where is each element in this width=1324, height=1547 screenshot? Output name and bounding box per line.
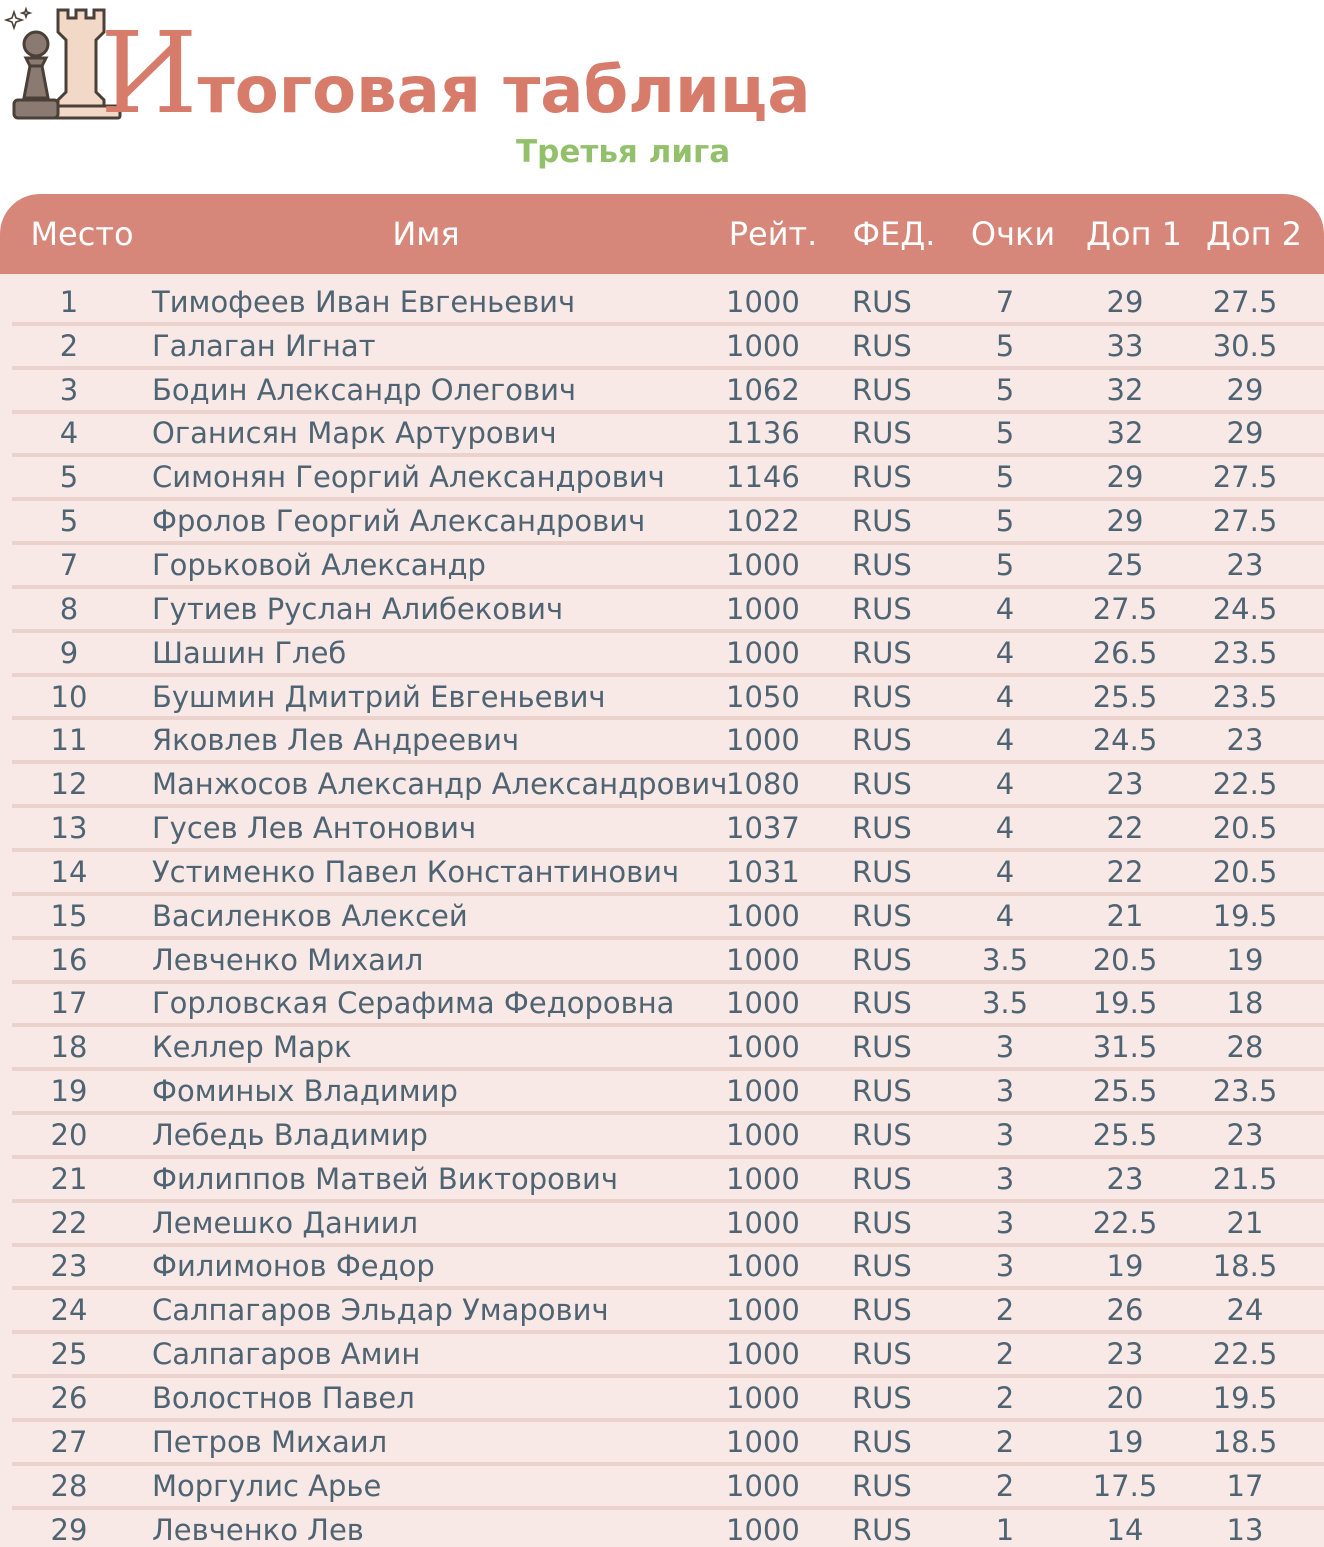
cell-place: 5 — [59, 460, 79, 495]
cell-place: 12 — [50, 767, 88, 802]
cell-place: 5 — [59, 504, 79, 539]
table-body — [0, 274, 1324, 1547]
cell-place: 11 — [50, 723, 88, 758]
cell-points: 2 — [995, 1337, 1015, 1372]
cell-tiebreak-2: 20.5 — [1212, 854, 1278, 889]
cell-tiebreak-1: 25.5 — [1092, 1074, 1158, 1109]
cell-tiebreak-1: 23 — [1106, 767, 1144, 802]
cell-name: Лебедь Владимир — [152, 1117, 428, 1152]
cell-tiebreak-2: 20.5 — [1212, 811, 1278, 846]
cell-place: 15 — [50, 898, 88, 933]
cell-rating: 1000 — [726, 591, 800, 626]
table-row — [12, 940, 1324, 984]
cell-tiebreak-1: 23 — [1106, 1337, 1144, 1372]
cell-name: Бодин Александр Олегович — [152, 372, 577, 407]
cell-points: 3.5 — [981, 942, 1029, 977]
cell-rating: 1000 — [726, 1512, 800, 1547]
cell-place: 1 — [59, 284, 79, 319]
cell-rating: 1000 — [726, 1161, 800, 1196]
cell-rating: 1000 — [726, 942, 800, 977]
cell-federation: RUS — [852, 460, 912, 495]
cell-points: 4 — [995, 898, 1015, 933]
cell-tiebreak-2: 18 — [1226, 986, 1264, 1021]
cell-rating: 1000 — [726, 1424, 800, 1459]
cell-tiebreak-1: 20.5 — [1092, 942, 1158, 977]
cell-tiebreak-1: 32 — [1106, 416, 1144, 451]
cell-tiebreak-1: 23 — [1106, 1161, 1144, 1196]
column-header-place: Место — [30, 215, 134, 253]
cell-federation: RUS — [852, 679, 912, 714]
cell-points: 3 — [995, 1249, 1015, 1284]
cell-points: 5 — [995, 547, 1015, 582]
cell-rating: 1000 — [726, 1293, 800, 1328]
cell-place: 17 — [50, 986, 88, 1021]
cell-place: 16 — [50, 942, 88, 977]
cell-points: 3 — [995, 1074, 1015, 1109]
cell-federation: RUS — [852, 591, 912, 626]
table-row — [12, 414, 1324, 458]
cell-rating: 1136 — [726, 416, 800, 451]
table-row — [12, 457, 1324, 501]
cell-place: 22 — [50, 1205, 88, 1240]
table-row — [12, 1159, 1324, 1203]
cell-tiebreak-1: 26 — [1106, 1293, 1144, 1328]
cell-name: Горловская Серафима Федоровна — [152, 986, 675, 1021]
table-row — [12, 1334, 1324, 1378]
cell-tiebreak-2: 13 — [1226, 1512, 1264, 1547]
table-row — [12, 1247, 1324, 1291]
cell-points: 3.5 — [981, 986, 1029, 1021]
cell-name: Шашин Глеб — [152, 635, 347, 670]
sparkle-icon — [6, 9, 30, 28]
table-row — [12, 589, 1324, 633]
cell-points: 2 — [995, 1381, 1015, 1416]
cell-tiebreak-2: 18.5 — [1212, 1424, 1278, 1459]
cell-tiebreak-2: 18.5 — [1212, 1249, 1278, 1284]
cell-place: 8 — [59, 591, 79, 626]
cell-name: Симонян Георгий Александрович — [152, 460, 665, 495]
table-row — [12, 1027, 1324, 1071]
cell-points: 2 — [995, 1424, 1015, 1459]
cell-place: 3 — [59, 372, 79, 407]
cell-name: Бушмин Дмитрий Евгеньевич — [152, 679, 606, 714]
cell-place: 4 — [59, 416, 79, 451]
cell-points: 2 — [995, 1293, 1015, 1328]
cell-name: Левченко Лев — [152, 1512, 364, 1547]
cell-name: Левченко Михаил — [152, 942, 424, 977]
cell-tiebreak-1: 33 — [1106, 328, 1144, 363]
cell-tiebreak-1: 27.5 — [1092, 591, 1158, 626]
table-row — [12, 984, 1324, 1028]
cell-name: Фролов Георгий Александрович — [152, 504, 646, 539]
cell-tiebreak-1: 19.5 — [1092, 986, 1158, 1021]
cell-rating: 1000 — [726, 547, 800, 582]
cell-place: 26 — [50, 1381, 88, 1416]
cell-tiebreak-2: 19 — [1226, 942, 1264, 977]
cell-tiebreak-2: 23.5 — [1212, 679, 1278, 714]
cell-name: Филимонов Федор — [152, 1249, 435, 1284]
cell-federation: RUS — [852, 1205, 912, 1240]
cell-rating: 1000 — [726, 1117, 800, 1152]
cell-tiebreak-2: 23 — [1226, 547, 1264, 582]
cell-tiebreak-1: 19 — [1106, 1424, 1144, 1459]
cell-tiebreak-2: 23 — [1226, 1117, 1264, 1152]
cell-points: 4 — [995, 679, 1015, 714]
cell-tiebreak-2: 28 — [1226, 1030, 1264, 1065]
cell-tiebreak-1: 25.5 — [1092, 679, 1158, 714]
cell-federation: RUS — [852, 504, 912, 539]
cell-federation: RUS — [852, 1381, 912, 1416]
cell-tiebreak-1: 17.5 — [1092, 1468, 1158, 1503]
cell-federation: RUS — [852, 416, 912, 451]
cell-place: 18 — [50, 1030, 88, 1065]
cell-name: Манжосов Александр Александрович — [152, 767, 728, 802]
table-row — [12, 1290, 1324, 1334]
cell-rating: 1062 — [726, 372, 800, 407]
cell-tiebreak-2: 24.5 — [1212, 591, 1278, 626]
cell-place: 13 — [50, 811, 88, 846]
cell-federation: RUS — [852, 723, 912, 758]
cell-name: Салпагаров Амин — [152, 1337, 421, 1372]
table-row — [12, 1115, 1324, 1159]
cell-place: 20 — [50, 1117, 88, 1152]
cell-rating: 1080 — [726, 767, 800, 802]
cell-name: Галаган Игнат — [152, 328, 376, 363]
cell-tiebreak-2: 17 — [1226, 1468, 1264, 1503]
cell-place: 25 — [50, 1337, 88, 1372]
cell-tiebreak-2: 23 — [1226, 723, 1264, 758]
cell-federation: RUS — [852, 1337, 912, 1372]
table-row — [12, 1071, 1324, 1115]
table-row — [12, 1510, 1324, 1547]
cell-name: Оганисян Марк Артурович — [152, 416, 557, 451]
cell-federation: RUS — [852, 1117, 912, 1152]
cell-federation: RUS — [852, 1030, 912, 1065]
cell-place: 7 — [59, 547, 79, 582]
column-header-tiebreak-2: Доп 2 — [1205, 215, 1303, 253]
cell-place: 27 — [50, 1424, 88, 1459]
table-row — [12, 326, 1324, 370]
table-row — [12, 633, 1324, 677]
cell-tiebreak-1: 29 — [1106, 504, 1144, 539]
cell-name: Тимофеев Иван Евгеньевич — [152, 284, 576, 319]
cell-place: 24 — [50, 1293, 88, 1328]
cell-points: 4 — [995, 591, 1015, 626]
cell-tiebreak-2: 29 — [1226, 416, 1264, 451]
cell-name: Гутиев Руслан Алибекович — [152, 591, 564, 626]
cell-tiebreak-1: 22.5 — [1092, 1205, 1158, 1240]
cell-federation: RUS — [852, 1161, 912, 1196]
cell-rating: 1050 — [726, 679, 800, 714]
cell-name: Гусев Лев Антонович — [152, 811, 477, 846]
cell-name: Василенков Алексей — [152, 898, 468, 933]
cell-tiebreak-2: 19.5 — [1212, 1381, 1278, 1416]
table-row — [12, 764, 1324, 808]
cell-name: Фоминых Владимир — [152, 1074, 458, 1109]
cell-federation: RUS — [852, 328, 912, 363]
cell-federation: RUS — [852, 284, 912, 319]
cell-place: 2 — [59, 328, 79, 363]
cell-points: 3 — [995, 1205, 1015, 1240]
cell-federation: RUS — [852, 854, 912, 889]
cell-tiebreak-1: 22 — [1106, 854, 1144, 889]
cell-rating: 1000 — [726, 284, 800, 319]
cell-tiebreak-1: 29 — [1106, 460, 1144, 495]
cell-points: 4 — [995, 767, 1015, 802]
cell-rating: 1037 — [726, 811, 800, 846]
league-subtitle: Третья лига — [516, 134, 731, 170]
cell-points: 5 — [995, 372, 1015, 407]
cell-points: 5 — [995, 328, 1015, 363]
cell-points: 2 — [995, 1468, 1015, 1503]
cell-federation: RUS — [852, 1468, 912, 1503]
cell-rating: 1146 — [726, 460, 800, 495]
cell-place: 14 — [50, 854, 88, 889]
cell-tiebreak-1: 32 — [1106, 372, 1144, 407]
cell-points: 3 — [995, 1117, 1015, 1152]
cell-federation: RUS — [852, 811, 912, 846]
cell-tiebreak-1: 29 — [1106, 284, 1144, 319]
cell-points: 4 — [995, 854, 1015, 889]
cell-federation: RUS — [852, 1512, 912, 1547]
cell-rating: 1000 — [726, 1074, 800, 1109]
cell-points: 5 — [995, 504, 1015, 539]
table-row — [12, 808, 1324, 852]
cell-tiebreak-1: 25.5 — [1092, 1117, 1158, 1152]
table-row — [12, 282, 1324, 326]
cell-points: 3 — [995, 1161, 1015, 1196]
cell-points: 5 — [995, 460, 1015, 495]
cell-points: 1 — [995, 1512, 1015, 1547]
cell-federation: RUS — [852, 1424, 912, 1459]
table-row — [12, 677, 1324, 721]
cell-federation: RUS — [852, 635, 912, 670]
cell-rating: 1000 — [726, 1381, 800, 1416]
cell-federation: RUS — [852, 986, 912, 1021]
cell-rating: 1000 — [726, 723, 800, 758]
cell-federation: RUS — [852, 1293, 912, 1328]
cell-rating: 1000 — [726, 1205, 800, 1240]
cell-name: Устименко Павел Константинович — [152, 854, 680, 889]
cell-rating: 1000 — [726, 898, 800, 933]
cell-place: 10 — [50, 679, 88, 714]
cell-tiebreak-2: 24 — [1226, 1293, 1264, 1328]
cell-federation: RUS — [852, 898, 912, 933]
cell-tiebreak-2: 22.5 — [1212, 1337, 1278, 1372]
cell-points: 7 — [995, 284, 1015, 319]
cell-place: 9 — [59, 635, 79, 670]
cell-place: 21 — [50, 1161, 88, 1196]
table-row — [12, 720, 1324, 764]
column-header-tiebreak-1: Доп 1 — [1085, 215, 1183, 253]
table-row — [12, 370, 1324, 414]
cell-tiebreak-2: 23.5 — [1212, 1074, 1278, 1109]
cell-rating: 1031 — [726, 854, 800, 889]
cell-rating: 1022 — [726, 504, 800, 539]
cell-federation: RUS — [852, 547, 912, 582]
cell-name: Яковлев Лев Андреевич — [152, 723, 520, 758]
cell-federation: RUS — [852, 372, 912, 407]
cell-tiebreak-1: 14 — [1106, 1512, 1144, 1547]
cell-name: Моргулис Арье — [152, 1468, 382, 1503]
standings-table — [0, 194, 1324, 1547]
table-row — [12, 1203, 1324, 1247]
column-header-rating: Рейт. — [728, 215, 818, 253]
cell-points: 4 — [995, 635, 1015, 670]
cell-tiebreak-2: 27.5 — [1212, 460, 1278, 495]
cell-tiebreak-2: 27.5 — [1212, 504, 1278, 539]
cell-federation: RUS — [852, 767, 912, 802]
cell-rating: 1000 — [726, 328, 800, 363]
column-header-name: Имя — [392, 215, 460, 253]
cell-name: Салпагаров Эльдар Умарович — [152, 1293, 609, 1328]
table-row — [12, 1466, 1324, 1510]
cell-place: 23 — [50, 1249, 88, 1284]
cell-points: 4 — [995, 723, 1015, 758]
column-header-federation: ФЕД. — [852, 215, 936, 253]
column-header-points: Очки — [970, 215, 1056, 253]
cell-tiebreak-2: 21 — [1226, 1205, 1264, 1240]
table-row — [12, 852, 1324, 896]
cell-federation: RUS — [852, 942, 912, 977]
page-title-rest: тоговая таблица — [197, 54, 811, 128]
cell-name: Келлер Марк — [152, 1030, 352, 1065]
cell-rating: 1000 — [726, 1337, 800, 1372]
cell-name: Волостнов Павел — [152, 1381, 415, 1416]
cell-tiebreak-2: 27.5 — [1212, 284, 1278, 319]
cell-tiebreak-1: 19 — [1106, 1249, 1144, 1284]
table-header — [0, 194, 1324, 274]
cell-federation: RUS — [852, 1249, 912, 1284]
cell-rating: 1000 — [726, 986, 800, 1021]
cell-place: 29 — [50, 1512, 88, 1547]
cell-tiebreak-2: 23.5 — [1212, 635, 1278, 670]
cell-tiebreak-1: 21 — [1106, 898, 1144, 933]
cell-rating: 1000 — [726, 1468, 800, 1503]
cell-place: 19 — [50, 1074, 88, 1109]
cell-tiebreak-1: 24.5 — [1092, 723, 1158, 758]
cell-tiebreak-1: 26.5 — [1092, 635, 1158, 670]
cell-federation: RUS — [852, 1074, 912, 1109]
cell-name: Горьковой Александр — [152, 547, 486, 582]
table-row — [12, 1422, 1324, 1466]
cell-tiebreak-2: 22.5 — [1212, 767, 1278, 802]
cell-rating: 1000 — [726, 1030, 800, 1065]
cell-rating: 1000 — [726, 1249, 800, 1284]
cell-tiebreak-2: 30.5 — [1212, 328, 1278, 363]
cell-points: 3 — [995, 1030, 1015, 1065]
cell-tiebreak-1: 25 — [1106, 547, 1144, 582]
cell-place: 28 — [50, 1468, 88, 1503]
table-row — [12, 1378, 1324, 1422]
cell-rating: 1000 — [726, 635, 800, 670]
page-title-initial: И — [100, 9, 198, 139]
cell-name: Филиппов Матвей Викторович — [152, 1161, 618, 1196]
table-row — [12, 545, 1324, 589]
chess-pawn-icon — [14, 32, 58, 118]
cell-points: 4 — [995, 811, 1015, 846]
cell-tiebreak-1: 22 — [1106, 811, 1144, 846]
cell-name: Лемешко Даниил — [152, 1205, 418, 1240]
table-row — [12, 501, 1324, 545]
cell-tiebreak-2: 29 — [1226, 372, 1264, 407]
table-row — [12, 896, 1324, 940]
cell-tiebreak-2: 19.5 — [1212, 898, 1278, 933]
cell-name: Петров Михаил — [152, 1424, 388, 1459]
cell-tiebreak-1: 31.5 — [1092, 1030, 1158, 1065]
cell-points: 5 — [995, 416, 1015, 451]
cell-tiebreak-1: 20 — [1106, 1381, 1144, 1416]
cell-tiebreak-2: 21.5 — [1212, 1161, 1278, 1196]
